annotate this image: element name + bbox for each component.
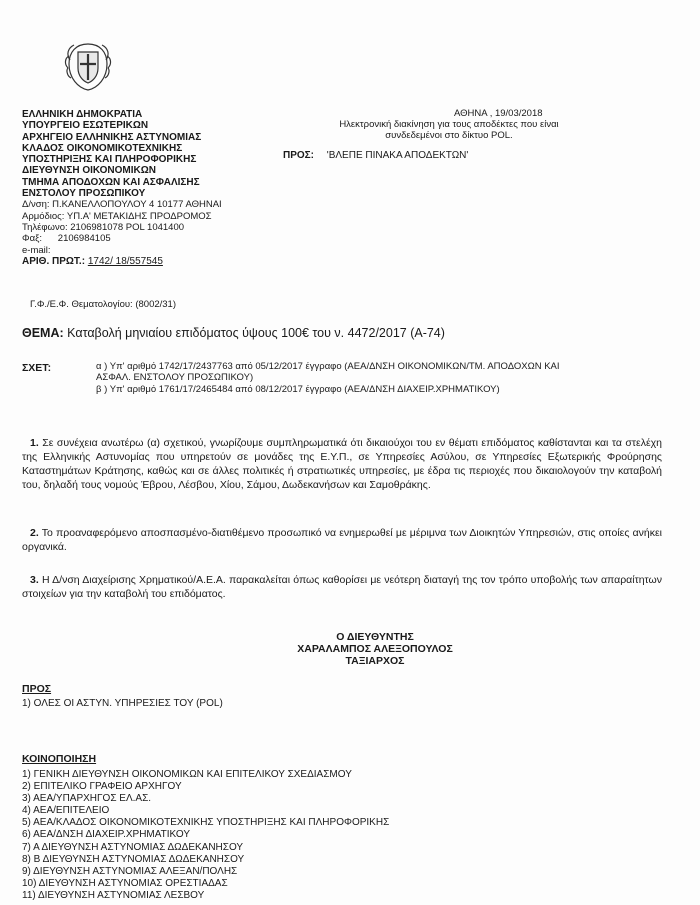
- copy-item: 5) ΑΕΑ/ΚΛΑΔΟΣ ΟΙΚΟΝΟΜΙΚΟΤΕΧΝΙΚΗΣ ΥΠΟΣΤΗΡΙΞΗΣ ΚΑΙ ΠΛΗΡΟΦΟΡΙΚΗΣ: [22, 817, 390, 829]
- copy-item: 6) ΑΕΑ/ΔΝΣΗ ΔΙΑΧΕΙΡ.ΧΡΗΜΑΤΙΚΟΥ: [22, 829, 191, 841]
- copy-item: 2) ΕΠΙΤΕΛΙΚΟ ΓΡΑΦΕΙΟ ΑΡΧΗΓΟΥ: [22, 781, 182, 793]
- copy-item: 10) ΔΙΕΥΘΥΝΣΗ ΑΣΤΥΝΟΜΙΑΣ ΟΡΕΣΤΙΑΔΑΣ: [22, 877, 228, 889]
- ministry-line: ΥΠΟΣΤΗΡΙΞΗΣ ΚΑΙ ΠΛΗΡΟΦΟΡΙΚΗΣ: [22, 154, 197, 166]
- related-item: α ) Υπ' αριθμό 1742/17/2437763 από 05/12/2017 έγγραφο (ΑΕΑ/ΔΝΣΗ ΟΙΚΟΝΟΜΙΚΩΝ/ΤΜ. ΑΠΟΔΟΧΩΝ ΚΑΙ ΑΣΦΑΛ. ΕΝΣΤΟΛΟΥ ΠΡΟΣΩΠΙΚΟΥ): [96, 361, 560, 384]
- protocol-value: 1742/ 18/557545: [87, 255, 163, 267]
- ministry-line: ΑΡΧΗΓΕΙΟ ΕΛΛΗΝΙΚΗΣ ΑΣΤΥΝΟΜΙΑΣ: [22, 131, 202, 143]
- paragraph-number: 2.: [30, 527, 39, 539]
- paragraph: [22, 573, 662, 601]
- contact-line: Αρμόδιος: ΥΠ.Α' ΜΕΤΑΚΙΔΗΣ ΠΡΟΔΡΟΜΟΣ: [22, 210, 212, 222]
- contact-line: Τηλέφωνο: 2106981078 POL 1041400: [22, 221, 185, 233]
- related-label: ΣΧΕΤ:: [22, 362, 52, 374]
- paragraph-text: Το προαναφερόμενο αποσπασμένο-διατιθέμενο προσωπικό να ενημερωθεί με μέριμνα των Διοικητών Υπηρεσιών, στις οποίες ανήκει οργανικά.: [22, 527, 662, 553]
- recipients-label: ΠΡΟΣ: [22, 683, 52, 695]
- ministry-line: ΕΝΣΤΟΛΟΥ ΠΡΟΣΩΠΙΚΟΥ: [22, 188, 146, 200]
- paragraph-number: 3.: [30, 574, 39, 586]
- contact-line: Δ/νση: Π.ΚΑΝΕΛΛΟΠΟΥΛΟΥ 4 10177 ΑΘΗΝΑΙ: [22, 199, 222, 211]
- paragraph-text: Η Δ/νση Διαχείρισης Χρηματικού/Α.Ε.Α. παρακαλείται όπως καθορίσει με νεότερη διαταγή της τον τρόπο υποβολής των απαραίτητων στοιχείων για την καταβολή του επιδόματος.: [22, 574, 662, 600]
- signature-title: Ο ΔΙΕΥΘΥΝΤΗΣ: [336, 631, 414, 643]
- copies-label: ΚΟΙΝΟΠΟΙΗΣΗ: [22, 753, 97, 765]
- addressee-label: ΠΡΟΣ:: [283, 150, 315, 161]
- addressee-value: 'ΒΛΕΠΕ ΠΙΝΑΚΑ ΑΠΟΔΕΚΤΩΝ': [326, 150, 469, 161]
- subject-text: Καταβολή μηνιαίου επιδόματος ύψους 100€ του ν. 4472/2017 (Α-74): [67, 326, 445, 340]
- paragraph-text: Σε συνέχεια ανωτέρω (α) σχετικού, γνωρίζουμε συμπληρωματικά ότι δικαιούχοι του εν θέματι επιδόματος καθίστανται και τα στελέχη της Ελληνικής Αστυνομίας που υπηρετούν σε μονάδες της Ε.Υ.Π., σε Υπηρεσίες Ασύλου, σε Υπηρεσίες Εξωτερικής Φρούρησης Καταστημάτων Κράτησης, καθώς και σε άλλες πολιτικές ή στρατιωτικές υπηρεσίες, με έδρα τις περιοχές που δικαιολογούν την καταβολή του, δηλαδή τους νομούς Έβρου, Λέσβου, Χίου, Σάμου, Δωδεκανήσων και Σαμοθράκης.: [22, 437, 662, 491]
- copy-item: 3) ΑΕΑ/ΥΠΑΡΧΗΓΟΣ ΕΛ.ΑΣ.: [22, 793, 152, 805]
- copy-item: 7) Α ΔΙΕΥΘΥΝΣΗ ΑΣΤΥΝΟΜΙΑΣ ΔΩΔΕΚΑΝΗΣΟΥ: [22, 841, 244, 853]
- copy-item: 9) ΔΙΕΥΘΥΝΣΗ ΑΣΤΥΝΟΜΙΑΣ ΑΛΕΞΑΝ/ΠΟΛΗΣ: [22, 865, 238, 877]
- electronic-note: Ηλεκτρονική διακίνηση για τους αποδέκτες που είναι συνδεδεμένοι στο δίκτυο POL.: [339, 119, 559, 141]
- signature-block: [260, 631, 490, 667]
- issuer-block: [22, 109, 222, 267]
- related-item: β ) Υπ' αριθμό 1761/17/2465484 από 08/12/2017 έγγραφο (ΑΕΑ/ΔΝΣΗ ΔΙΑΧΕΙΡ.ΧΡΗΜΑΤΙΚΟΥ): [96, 383, 500, 395]
- signature-name: ΧΑΡΑΛΑΜΠΟΣ ΑΛΕΞΟΠΟΥΛΟΣ: [297, 643, 453, 655]
- ministry-line: ΤΜΗΜΑ ΑΠΟΔΟΧΩΝ ΚΑΙ ΑΣΦΑΛΙΣΗΣ: [22, 176, 200, 188]
- ministry-line: ΚΛΑΔΟΣ ΟΙΚΟΝΟΜΙΚΟΤΕΧΝΙΚΗΣ: [22, 142, 183, 154]
- protocol-number: [22, 256, 222, 267]
- subject-label: ΘΕΜΑ:: [22, 326, 64, 340]
- paragraph-number: 1.: [30, 437, 39, 449]
- paragraph: [22, 526, 662, 554]
- thematologio-ref: Γ.Φ./Ε.Φ. Θεματολογίου: (8002/31): [30, 299, 177, 310]
- paragraph: [22, 436, 662, 492]
- copy-item: 4) ΑΕΑ/ΕΠΙΤΕΛΕΙΟ: [22, 805, 110, 817]
- protocol-label: ΑΡΙΘ. ΠΡΩΤ.:: [22, 255, 86, 267]
- recipient-item: 1) ΟΛΕΣ ΟΙ ΑΣΤΥΝ. ΥΠΗΡΕΣΙΕΣ ΤΟΥ (POL): [22, 698, 223, 709]
- copy-item: 11) ΔΙΕΥΘΥΝΣΗ ΑΣΤΥΝΟΜΙΑΣ ΛΕΣΒΟΥ: [22, 889, 205, 901]
- greek-emblem-icon: [62, 38, 114, 94]
- ministry-line: ΕΛΛΗΝΙΚΗ ΔΗΜΟΚΡΑΤΙΑ: [22, 109, 143, 120]
- place-date: ΑΘΗΝΑ , 19/03/2018: [454, 108, 543, 119]
- contact-line: Φαξ: 2106984105: [22, 233, 111, 245]
- related-list: [96, 361, 566, 395]
- signature-rank: ΤΑΞΙΑΡΧΟΣ: [345, 655, 405, 667]
- ministry-line: ΔΙΕΥΘΥΝΣΗ ΟΙΚΟΝΟΜΙΚΩΝ: [22, 165, 156, 177]
- copies-list: [22, 769, 389, 902]
- copy-item: 1) ΓΕΝΙΚΗ ΔΙΕΥΘΥΝΣΗ ΟΙΚΟΝΟΜΙΚΩΝ ΚΑΙ ΕΠΙΤΕΛΙΚΟΥ ΣΧΕΔΙΑΣΜΟΥ: [22, 769, 352, 780]
- copy-item: 8) Β ΔΙΕΥΘΥΝΣΗ ΑΣΤΥΝΟΜΙΑΣ ΔΩΔΕΚΑΝΗΣΟΥ: [22, 853, 245, 865]
- addressee-line: [283, 150, 468, 161]
- subject-line: [22, 326, 445, 340]
- contact-line: e-mail:: [22, 244, 51, 256]
- ministry-line: ΥΠΟΥΡΓΕΙΟ ΕΣΩΤΕΡΙΚΩΝ: [22, 120, 149, 132]
